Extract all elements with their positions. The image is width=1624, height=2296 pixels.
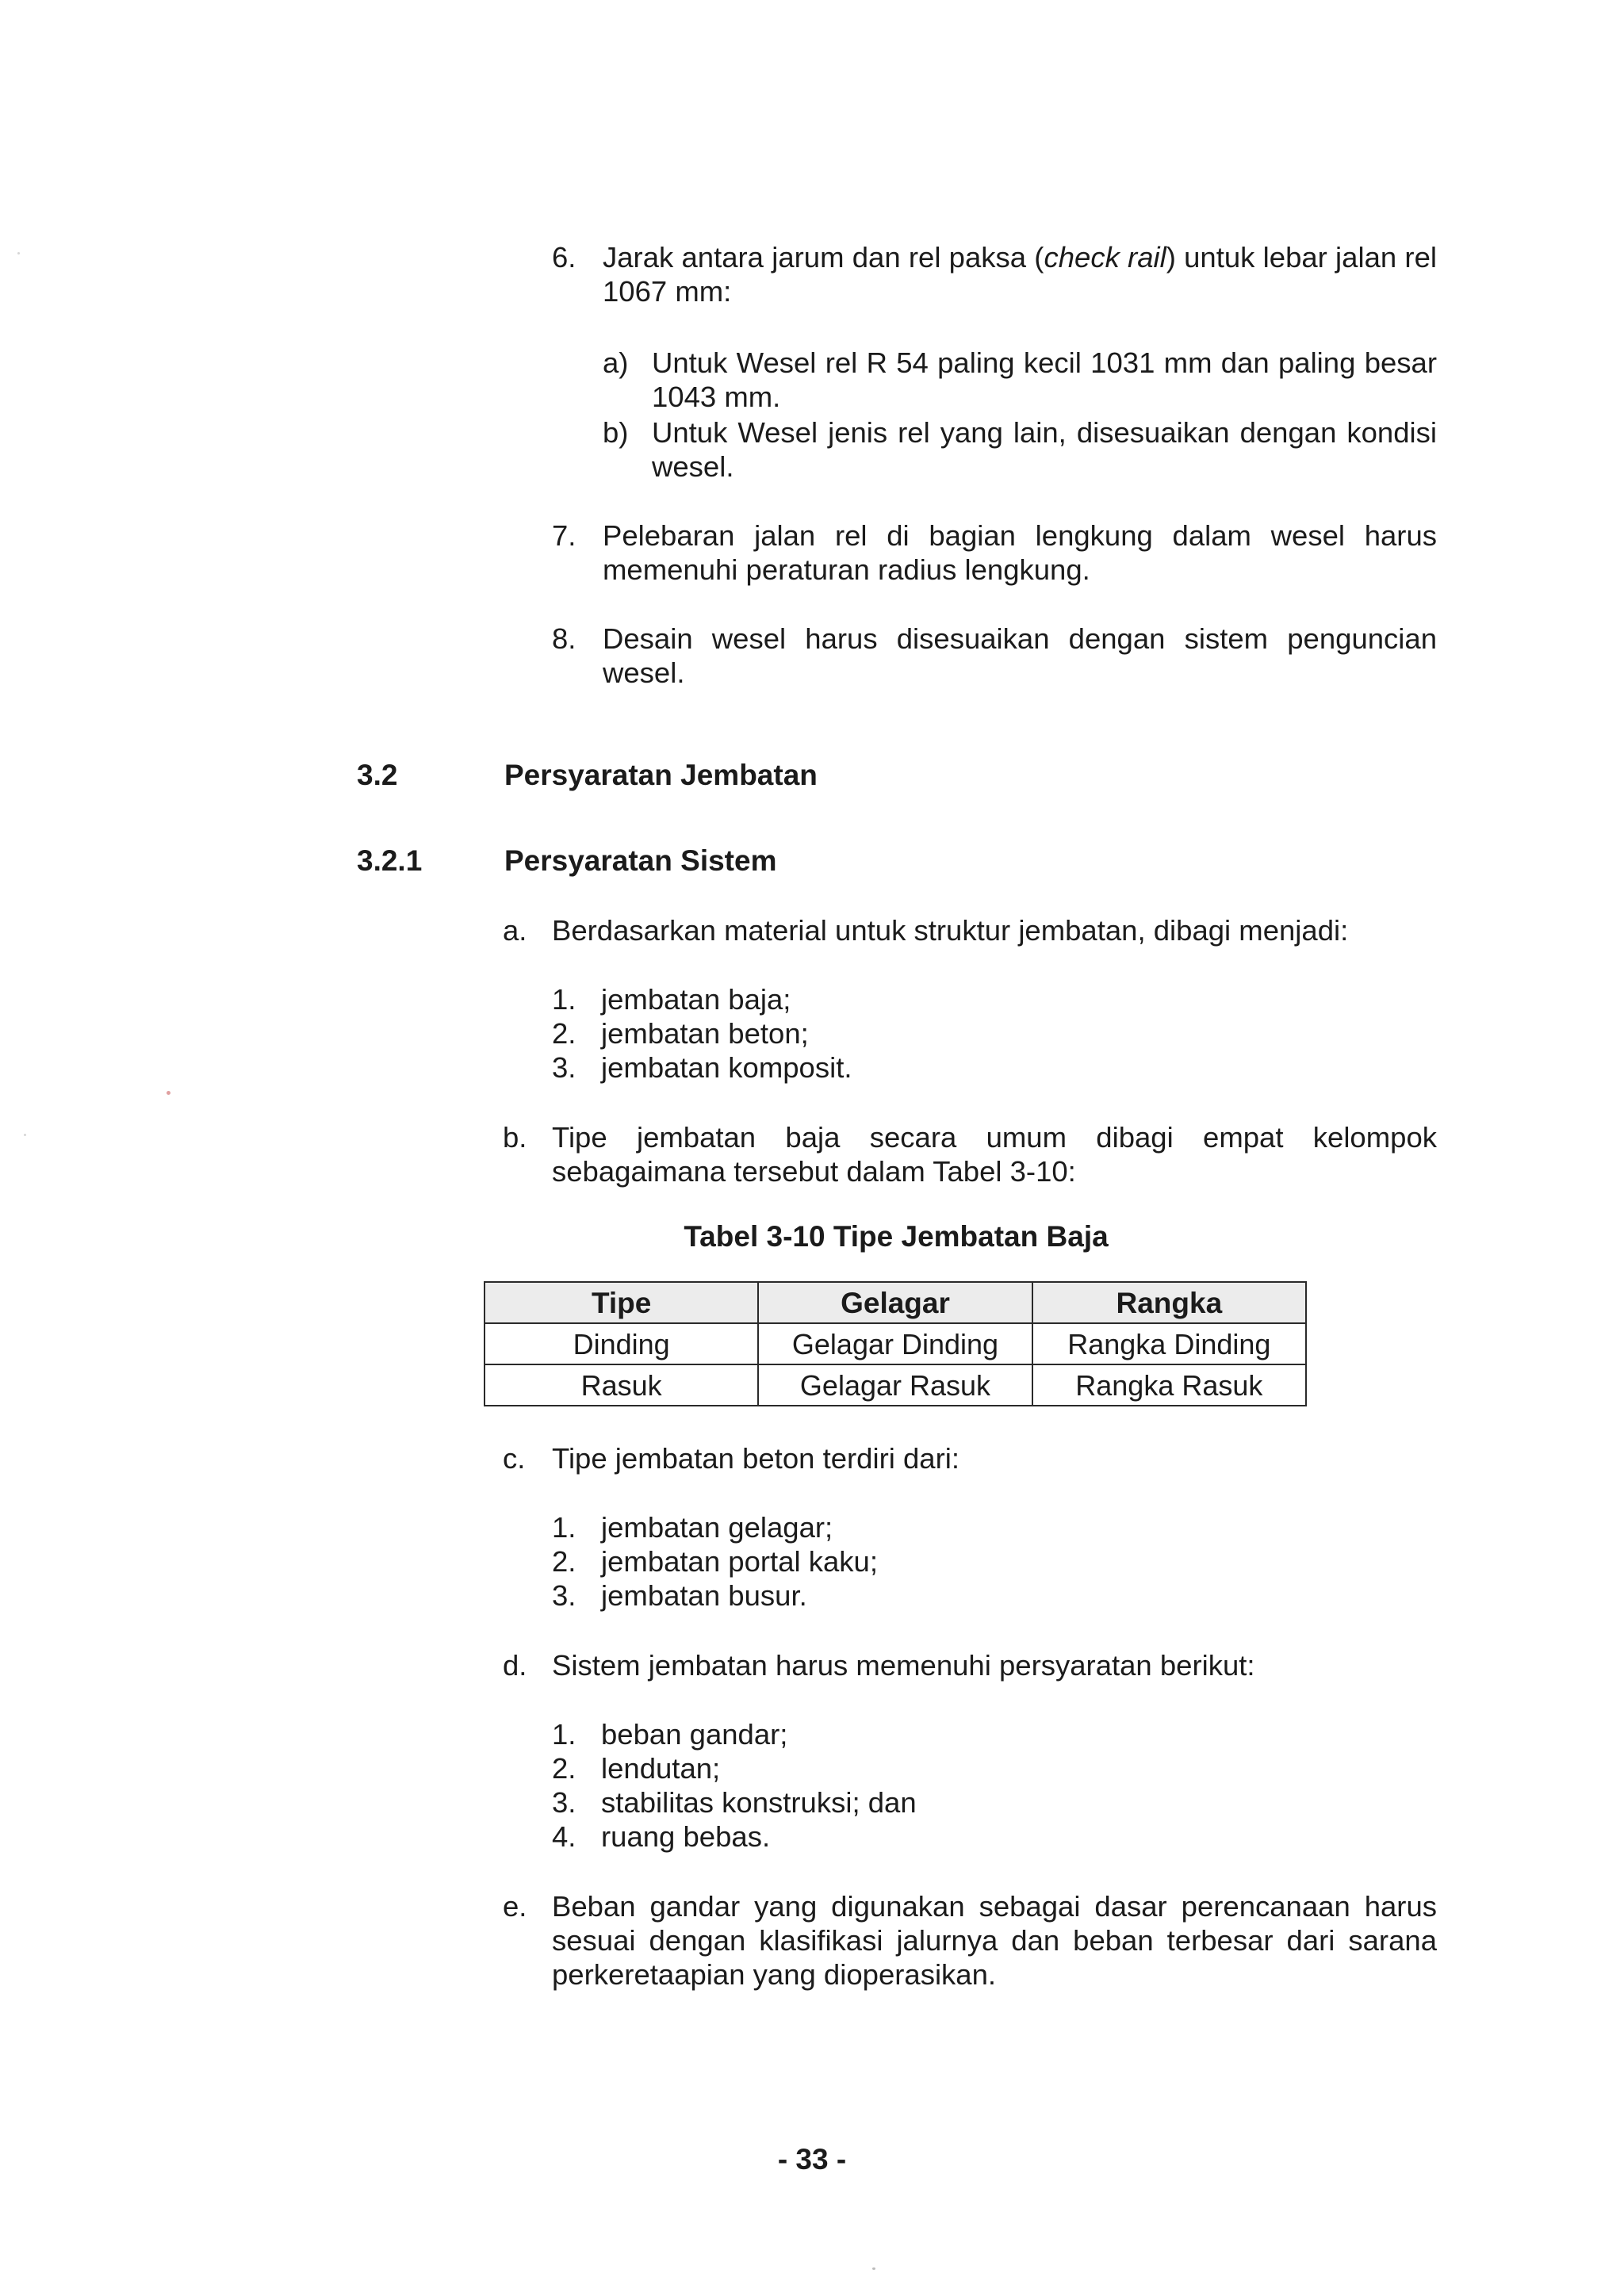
table-cell: Rangka Dinding bbox=[1032, 1323, 1306, 1364]
list-number: 3. bbox=[552, 1579, 576, 1612]
point-text: Berdasarkan material untuk struktur jembatan, dibagi menjadi: bbox=[552, 914, 1349, 947]
point-b bbox=[503, 1120, 1437, 1188]
list-number: 7. bbox=[552, 519, 576, 552]
list-text: lendutan; bbox=[601, 1752, 721, 1785]
text-segment: ) untuk lebar jalan rel 1067 mm: bbox=[603, 241, 1437, 308]
list-text bbox=[603, 240, 1437, 308]
list-number: 1. bbox=[552, 1718, 576, 1751]
table-header-row bbox=[485, 1282, 1306, 1323]
text-segment: Jarak antara jarum dan rel paksa ( bbox=[603, 241, 1044, 274]
list-number: 2. bbox=[552, 1752, 576, 1785]
list-item bbox=[552, 1510, 1345, 1544]
point-letter: a. bbox=[503, 914, 527, 947]
scan-speck bbox=[17, 252, 20, 254]
list-text: stabilitas konstruksi; dan bbox=[601, 1786, 917, 1819]
page-number: - 33 - bbox=[777, 2143, 847, 2175]
point-letter: e. bbox=[503, 1890, 527, 1923]
point-e bbox=[503, 1889, 1437, 1992]
list-number: 3. bbox=[552, 1786, 576, 1819]
point-text: Tipe jembatan beton terdiri dari: bbox=[552, 1442, 959, 1475]
list-text: Pelebaran jalan rel di bagian lengkung dalam wesel harus memenuhi peraturan radius lengkung. bbox=[603, 519, 1437, 586]
table-header-cell: Rangka bbox=[1032, 1282, 1306, 1323]
list-text: jembatan busur. bbox=[601, 1579, 807, 1612]
list-item bbox=[552, 1820, 1345, 1854]
sub-number: a) bbox=[603, 346, 629, 379]
table-cell: Dinding bbox=[485, 1323, 758, 1364]
list-item bbox=[552, 1785, 1345, 1820]
subsection-title: Persyaratan Sistem bbox=[504, 844, 777, 877]
list-item bbox=[552, 1751, 1345, 1785]
point-letter: b. bbox=[503, 1121, 527, 1154]
list-number: 1. bbox=[552, 983, 576, 1016]
scan-speck bbox=[24, 1134, 26, 1136]
list-number: 3. bbox=[552, 1051, 576, 1084]
list-text: Desain wesel harus disesuaikan dengan sistem penguncian wesel. bbox=[603, 622, 1437, 689]
list-item-6 bbox=[552, 240, 1437, 308]
list-text: jembatan komposit. bbox=[601, 1051, 852, 1084]
table-cell: Rangka Rasuk bbox=[1032, 1364, 1306, 1406]
section-title: Persyaratan Jembatan bbox=[504, 759, 818, 791]
section-number: 3.2 bbox=[357, 759, 398, 791]
sub-number: b) bbox=[603, 416, 629, 449]
table-cell: Gelagar Rasuk bbox=[758, 1364, 1032, 1406]
table-caption: Tabel 3-10 Tipe Jembatan Baja bbox=[684, 1220, 1109, 1253]
sub-item-a bbox=[603, 346, 1437, 414]
sub-text: Untuk Wesel rel R 54 paling kecil 1031 mm dan paling besar 1043 mm. bbox=[652, 346, 1437, 413]
point-c bbox=[503, 1441, 1437, 1475]
table-header-cell: Tipe bbox=[485, 1282, 758, 1323]
list-number: 8. bbox=[552, 622, 576, 655]
table-row bbox=[485, 1323, 1306, 1364]
list-number: 1. bbox=[552, 1511, 576, 1544]
list-item-7 bbox=[552, 519, 1437, 587]
italic-term: check rail bbox=[1044, 241, 1166, 274]
list-text: jembatan gelagar; bbox=[601, 1511, 833, 1544]
point-text: Beban gandar yang digunakan sebagai dasar perencanaan harus sesuai dengan klasifikasi jalurnya dan beban terbesar dari sarana perkeretaapian yang dioperasikan. bbox=[552, 1890, 1437, 1991]
list-number: 4. bbox=[552, 1820, 576, 1853]
scan-speck bbox=[167, 1091, 170, 1095]
point-letter: d. bbox=[503, 1649, 527, 1682]
point-a bbox=[503, 913, 1437, 947]
table-cell: Gelagar Dinding bbox=[758, 1323, 1032, 1364]
list-text: jembatan portal kaku; bbox=[601, 1545, 878, 1578]
point-text: Sistem jembatan harus memenuhi persyaratan berikut: bbox=[552, 1649, 1255, 1682]
list-number: 6. bbox=[552, 241, 576, 274]
sub-item-b bbox=[603, 415, 1437, 484]
list-item bbox=[552, 1050, 1345, 1085]
table-header-cell: Gelagar bbox=[758, 1282, 1032, 1323]
subsection-number: 3.2.1 bbox=[357, 844, 423, 877]
point-text: Tipe jembatan baja secara umum dibagi empat kelompok sebagaimana tersebut dalam Tabel 3-10: bbox=[552, 1121, 1437, 1188]
table-cell: Rasuk bbox=[485, 1364, 758, 1406]
sub-text: Untuk Wesel jenis rel yang lain, disesuaikan dengan kondisi wesel. bbox=[652, 416, 1437, 483]
list-item-8 bbox=[552, 622, 1437, 690]
list-text: ruang bebas. bbox=[601, 1820, 771, 1853]
list-number: 2. bbox=[552, 1545, 576, 1578]
bridge-type-table bbox=[484, 1281, 1307, 1406]
list-item bbox=[552, 982, 1345, 1016]
point-letter: c. bbox=[503, 1442, 526, 1475]
list-number: 2. bbox=[552, 1017, 576, 1050]
list-item bbox=[552, 1578, 1345, 1613]
scan-speck bbox=[872, 2267, 875, 2270]
list-text: beban gandar; bbox=[601, 1718, 788, 1751]
table-row bbox=[485, 1364, 1306, 1406]
list-item bbox=[552, 1016, 1345, 1050]
list-text: jembatan baja; bbox=[601, 983, 791, 1016]
list-item bbox=[552, 1717, 1345, 1751]
list-text: jembatan beton; bbox=[601, 1017, 809, 1050]
point-d bbox=[503, 1648, 1437, 1682]
list-item bbox=[552, 1544, 1345, 1578]
